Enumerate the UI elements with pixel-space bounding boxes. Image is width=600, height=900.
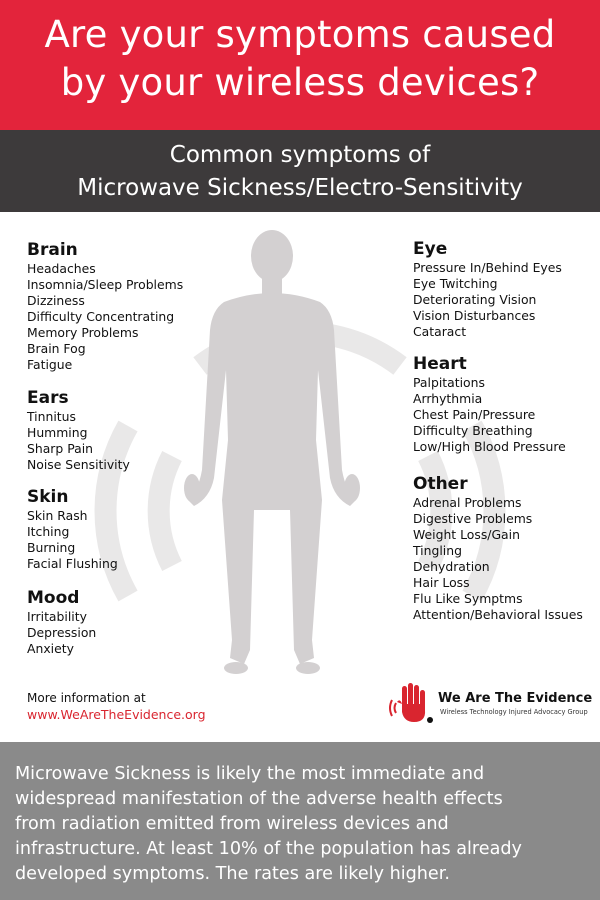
logo-tagline: Wireless Technology Injured Advocacy Group — [440, 708, 588, 716]
symptom-item: Palpitations — [413, 375, 485, 390]
symptom-item: Fatigue — [27, 357, 73, 372]
symptom-item: Attention/Behavioral Issues — [413, 607, 583, 622]
symptom-item: Humming — [27, 425, 88, 440]
human-body-icon — [184, 230, 360, 674]
symptom-item: Itching — [27, 524, 70, 539]
symptom-item: Low/High Blood Pressure — [413, 439, 566, 454]
footer-line-2: widespread manifestation of the adverse health effects — [15, 789, 503, 809]
symptom-item: Memory Problems — [27, 325, 139, 340]
symptom-item: Tingling — [413, 543, 462, 558]
symptom-group-title: Skin — [27, 487, 69, 507]
symptom-item: Difficulty Concentrating — [27, 309, 175, 324]
symptom-item: Brain Fog — [27, 341, 86, 356]
symptom-item: Deteriorating Vision — [413, 292, 537, 307]
symptom-item: Sharp Pain — [27, 441, 94, 456]
symptom-item: Tinnitus — [27, 409, 76, 424]
symptom-group-title: Ears — [27, 388, 69, 408]
symptom-item: Headaches — [27, 261, 96, 276]
symptom-item: Vision Disturbances — [413, 308, 536, 323]
symptom-item: Anxiety — [27, 641, 74, 656]
subheader-banner — [0, 130, 600, 212]
symptom-item: Insomnia/Sleep Problems — [27, 277, 184, 292]
symptom-group-title: Brain — [27, 240, 78, 260]
symptom-group-title: Eye — [413, 239, 448, 259]
symptom-item: Noise Sensitivity — [27, 457, 130, 472]
header-title-line-2: by your wireless devices? — [60, 61, 540, 104]
symptom-item: Pressure In/Behind Eyes — [413, 260, 562, 275]
footer-line-5: developed symptoms. The rates are likely higher. — [15, 864, 450, 884]
symptom-item: Skin Rash — [27, 508, 88, 523]
symptom-item: Digestive Problems — [413, 511, 533, 526]
symptom-item: Dizziness — [27, 293, 85, 308]
symptom-item: Chest Pain/Pressure — [413, 407, 536, 422]
we-are-the-evidence-logo — [388, 682, 598, 726]
subheader-line-1: Common symptoms of — [169, 142, 431, 168]
symptom-item: Facial Flushing — [27, 556, 118, 571]
footer-panel — [0, 742, 600, 900]
symptom-item: Irritability — [27, 609, 87, 624]
subheader-line-2: Microwave Sickness/Electro-Sensitivity — [77, 175, 523, 201]
symptom-item: Eye Twitching — [413, 276, 498, 291]
symptom-item: Cataract — [413, 324, 467, 339]
header-title-line-1: Are your symptoms caused — [44, 13, 556, 56]
symptom-item: Weight Loss/Gain — [413, 527, 520, 542]
logo-brand-name: We Are The Evidence — [438, 691, 593, 706]
symptom-item: Burning — [27, 540, 76, 555]
footer-line-1: Microwave Sickness is likely the most immediate and — [15, 764, 485, 784]
symptom-group-title: Mood — [27, 588, 80, 608]
header-banner — [0, 0, 600, 130]
symptom-item: Depression — [27, 625, 97, 640]
raised-hand-wifi-icon — [388, 682, 438, 726]
symptom-item: Adrenal Problems — [413, 495, 522, 510]
symptom-group-title: Other — [413, 474, 468, 494]
more-info-label: More information at — [27, 691, 146, 705]
footer-line-3: from radiation emitted from wireless devices and — [15, 814, 449, 834]
symptom-item: Arrhythmia — [413, 391, 483, 406]
footer-line-4: infrastructure. At least 10% of the population has already — [15, 839, 522, 859]
website-link[interactable]: www.WeAreTheEvidence.org — [27, 707, 206, 722]
symptom-item: Flu Like Symptms — [413, 591, 523, 606]
symptom-item: Dehydration — [413, 559, 490, 574]
symptom-group-title: Heart — [413, 354, 467, 374]
symptom-item: Hair Loss — [413, 575, 470, 590]
symptom-item: Difficulty Breathing — [413, 423, 533, 438]
